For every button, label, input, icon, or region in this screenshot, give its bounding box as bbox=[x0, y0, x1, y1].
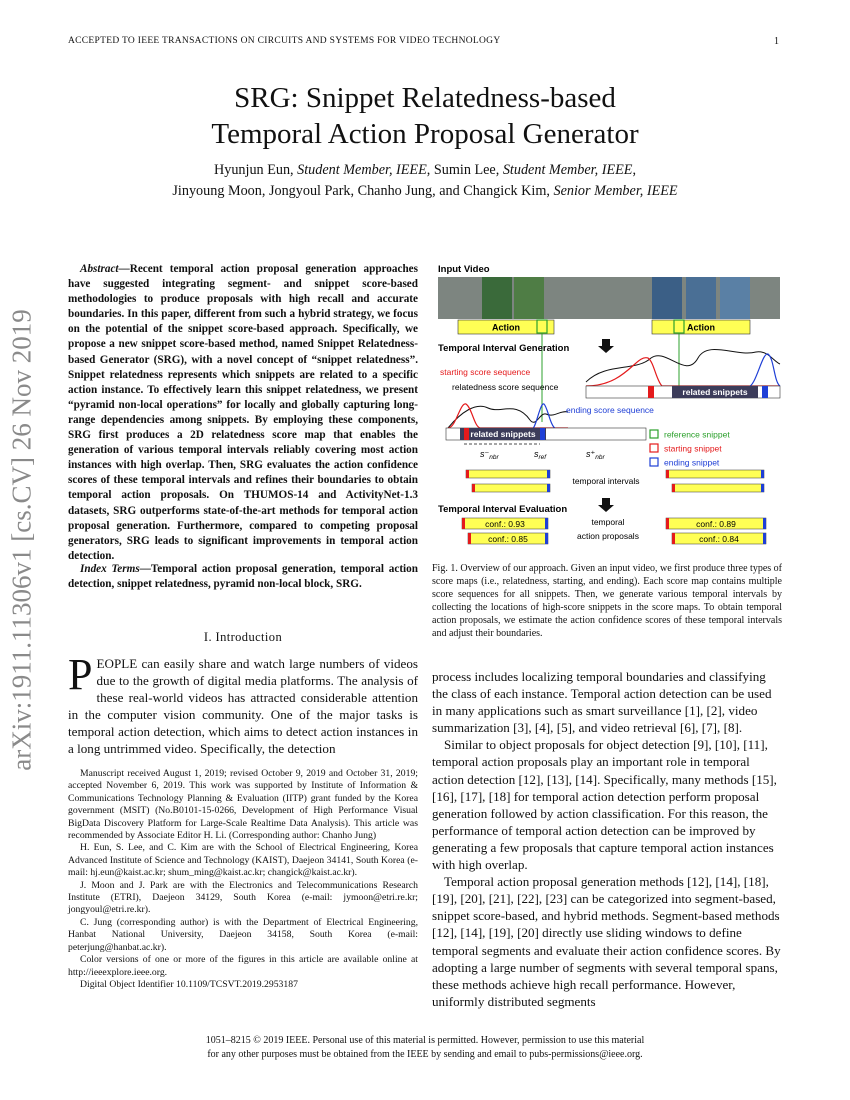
fig-frame bbox=[514, 277, 544, 319]
copyright-notice bbox=[0, 1034, 850, 1062]
intro-text: can easily share and watch large numbers of videos due to the growth of digital media platforms. The analysis of these real-world videos has attracted considerable attention in the computer vision community. One of the major tasks is temporal action detection, which aims to detect action instances in a long untrimmed video. Specifically, the detection bbox=[68, 656, 418, 757]
fig-action-label-1: Action bbox=[492, 322, 520, 333]
fig-input-video-label: Input Video bbox=[438, 264, 490, 275]
fig-temporal-label: temporal bbox=[591, 517, 625, 527]
right-column-text bbox=[432, 668, 782, 1010]
fig-frame bbox=[686, 277, 716, 319]
footnote: Manuscript received August 1, 2019; revised October 9, 2019 and October 31, 2019; accepted November 6, 2019. This work was supported by Institute of Information & Communications Technology Planning & Evaluation (IITP) grant funded by the Korea government (MSIT) (No.B0101-15-0266, Development of High Performance Visual BigData Discovery Platform for Large-Scale Realtime Data Analysis). This article was recommended by Associate Editor H. Li. (Corresponding author: Chanho Jung) bbox=[68, 768, 418, 842]
fig-interval bbox=[466, 470, 550, 478]
fig-arrow-down-icon bbox=[598, 498, 614, 512]
section-heading: I. Introduction bbox=[203, 630, 283, 644]
fig-starting-curve-right bbox=[586, 358, 780, 386]
fig-conf-label: conf.: 0.93 bbox=[485, 519, 525, 529]
fig-legend-ref-swatch bbox=[650, 430, 658, 438]
fig-end-mark-right bbox=[762, 386, 768, 398]
page-number: 1 bbox=[774, 36, 779, 47]
title-line-1: SRG: Snippet Relatedness-based bbox=[234, 82, 616, 114]
drop-cap: P bbox=[68, 650, 93, 699]
fig-proposal-start bbox=[468, 533, 471, 544]
index-terms bbox=[68, 562, 418, 592]
figure-1 bbox=[436, 262, 782, 552]
index-terms-label: Index Terms bbox=[80, 563, 140, 575]
fig-interval-start bbox=[466, 470, 469, 478]
fig-start-mark-right bbox=[648, 386, 654, 398]
running-header: ACCEPTED TO IEEE TRANSACTIONS ON CIRCUITS AND SYSTEMS FOR VIDEO TECHNOLOGY bbox=[68, 36, 501, 46]
fig-frame bbox=[482, 277, 512, 319]
fig-interval bbox=[666, 470, 764, 478]
fig-legend-start-swatch bbox=[650, 444, 658, 452]
arxiv-stamp-text: arXiv:1911.11306v1 [cs.CV] 26 Nov 2019 bbox=[6, 309, 37, 771]
author-sep: , bbox=[632, 162, 636, 178]
paragraph: process includes localizing temporal boundaries and classifying the class of each instance. Temporal action detection can be used in many applications such as smart surveillance [1], [2], video summarization [3], [4], [5], and video retrieval [6], [7], [8]. bbox=[432, 669, 772, 736]
fig-ending-curve-right bbox=[586, 354, 780, 387]
intro-lead: EOPLE bbox=[96, 656, 138, 671]
figure-caption: Fig. 1. Overview of our approach. Given an input video, we first produce three types of score maps (i.e., relatedness, starting, and ending). Each score map contains multiple score sequences for all snippets. Then, we generate various temporal intervals by collecting the locations of high-score snippets in the score maps. To obtain temporal action proposals, we estimate the action confidence scores of these temporal intervals and adjust their boundaries. bbox=[432, 563, 782, 639]
fig-s-nbr-minus: $s^-_{nbr}$ bbox=[480, 449, 499, 461]
fig-start-mark-left bbox=[464, 428, 469, 440]
fig-frame bbox=[720, 277, 750, 319]
fig-action-proposals-label: action proposals bbox=[577, 531, 639, 541]
author-list bbox=[0, 160, 850, 202]
arxiv-stamp bbox=[2, 290, 42, 790]
abstract bbox=[68, 262, 418, 564]
fig-legend-start-label: starting snippet bbox=[664, 443, 722, 454]
fig-interval bbox=[672, 484, 764, 492]
fig-starting-seq-label: starting score sequence bbox=[440, 367, 531, 377]
fig-interval-start bbox=[472, 484, 475, 492]
fig-proposal-end bbox=[763, 533, 766, 544]
fig-relatedness-curve-right bbox=[586, 350, 780, 382]
copyright-line-2: for any other purposes must be obtained from the IEEE by sending and email to pubs-permissions@ieee.org. bbox=[207, 1049, 643, 1060]
fig-related-snippets-label-left: related snippets bbox=[470, 429, 536, 439]
fig-ending-curve-left bbox=[448, 404, 568, 429]
author-line-2 bbox=[0, 181, 850, 202]
fig-relatedness-curve-left bbox=[448, 406, 568, 428]
title-line-2: Temporal Action Proposal Generator bbox=[211, 118, 639, 150]
fig-interval-end bbox=[547, 484, 550, 492]
paper-title bbox=[0, 80, 850, 152]
fig-interval-end bbox=[761, 484, 764, 492]
author-name: , Sumin Lee, bbox=[426, 162, 500, 178]
paragraph: Similar to object proposals for object detection [9], [10], [11], temporal action proposals play an important role in temporal action detection [12], [13], [14]. Specifically, many methods [15], [16], [17], [18] for temporal action detection perform proposal generation followed by action classification. For this reason, the performance of temporal action detection can be improved by generating a few proposals that capture temporal action instances with high overlap. bbox=[432, 737, 777, 873]
fig-conf-label: conf.: 0.84 bbox=[699, 534, 739, 544]
fig-interval-end bbox=[761, 470, 764, 478]
fig-proposal-end bbox=[763, 518, 766, 529]
intro-paragraph bbox=[68, 650, 418, 758]
footnote: H. Eun, S. Lee, and C. Kim are with the School of Electrical Engineering, Korea Advanced Institute of Science and Technology (KAIST), Daejeon 34141, South Korea (e-mail: hj.eun@kaist.ac.kr; shum_ming@kaist.ac.kr; changick@kaist.ac.kr). bbox=[68, 842, 418, 879]
fig-tig-label: Temporal Interval Generation bbox=[438, 343, 570, 354]
author-line-1 bbox=[0, 160, 850, 181]
fig-end-mark-left bbox=[540, 428, 545, 440]
author-name: Jinyoung Moon, Jongyoul Park, Chanho Jung, and Changick Kim, bbox=[172, 183, 550, 199]
fig-interval bbox=[472, 484, 550, 492]
fig-legend-end-label: ending snippet bbox=[664, 457, 720, 468]
author-role: Student Member, IEEE bbox=[297, 162, 427, 178]
copyright-line-1: 1051–8215 © 2019 IEEE. Personal use of this material is permitted. However, permission to use this material bbox=[205, 1035, 645, 1046]
fig-temporal-intervals-label: temporal intervals bbox=[572, 476, 640, 486]
fig-proposal-start bbox=[462, 518, 465, 529]
fig-arrow-down-icon bbox=[598, 339, 614, 353]
fig-interval-start bbox=[666, 470, 669, 478]
fig-related-snippets-label-right: related snippets bbox=[682, 387, 748, 397]
fig-proposal-end bbox=[545, 518, 548, 529]
footnote: Digital Object Identifier 10.1109/TCSVT.2019.2953187 bbox=[80, 978, 298, 990]
fig-tie-label: Temporal Interval Evaluation bbox=[438, 504, 568, 515]
fig-interval-start bbox=[672, 484, 675, 492]
footnote: Color versions of one or more of the figures in this article are available online at http://ieeexplore.ieee.org. bbox=[68, 954, 418, 978]
fig-frame bbox=[652, 277, 682, 319]
fig-legend-ref-label: reference snippet bbox=[664, 429, 730, 440]
fig-conf-label: conf.: 0.89 bbox=[696, 519, 736, 529]
fig-starting-curve-left bbox=[448, 404, 568, 428]
index-terms-text: —Temporal action proposal generation, temporal action detection, snippet relatedness, pyramid non-local block, SRG. bbox=[68, 563, 418, 591]
fig-relatedness-seq-label: relatedness score sequence bbox=[452, 382, 559, 392]
author-name: Hyunjun Eun, bbox=[213, 162, 294, 178]
author-role: Senior Member, IEEE bbox=[553, 183, 678, 199]
fig-proposal-start bbox=[666, 518, 669, 529]
footnote: J. Moon and J. Park are with the Electronics and Telecommunications Research Institute (ETRI), Daejeon 34129, South Korea (e-mail: jymoon@etri.re.kr; jongyoul@etri.re.kr). bbox=[68, 879, 418, 916]
fig-s-nbr-plus: $s^+_{nbr}$ bbox=[586, 449, 605, 461]
fig-legend-end-swatch bbox=[650, 458, 658, 466]
footnotes bbox=[68, 768, 418, 991]
abstract-label: Abstract bbox=[80, 263, 119, 275]
paragraph: Temporal action proposal generation methods [12], [14], [18], [19], [20], [21], [22], [23] can be categorized into segment-based, snippet score-based, and hybrid methods. Segment-based methods [12], [14], [19], [20] directly use sliding windows to define temporal segments and evaluate their action confidence scores. By adopting a large number of segments with several temporal spans, these methods achieve high recall performance. However, uniformly distributed segments bbox=[432, 874, 781, 1009]
fig-s-ref: $s_{ref}$ bbox=[534, 449, 547, 461]
fig-proposal-end bbox=[545, 533, 548, 544]
fig-conf-label: conf.: 0.85 bbox=[488, 534, 528, 544]
fig-ending-seq-label: ending score sequence bbox=[566, 405, 654, 415]
fig-interval-end bbox=[547, 470, 550, 478]
fig-proposal-start bbox=[672, 533, 675, 544]
fig-action-label-2: Action bbox=[687, 322, 715, 333]
footnote: C. Jung (corresponding author) is with the Department of Electrical Engineering, Hanbat National University, Daejeon 34158, South Korea (e-mail: peterjung@hanbat.ac.kr). bbox=[68, 916, 418, 953]
abstract-text: —Recent temporal action proposal generation approaches have suggested integrating segment- and snippet score-based methodologies to produce proposals with high recall and accurate boundaries. In this paper, different from such a hybrid strategy, we focus on the potential of the snippet score-based approach. Specifically, we propose a new snippet score-based method, named Snippet Relatedness-based Generator (SRG), with a novel concept of “snippet relatedness”. Snippet relatedness represents which snippets are related to a specific action instance. To effectively learn this snippet relatedness, we present “pyramid non-local operations” for locally and globally capturing long-range dependencies among snippets. By employing these components, SRG first produces a 2D relatedness score map that enables the generation of various temporal intervals reliably covering most action instances with high overlap. Then, SRG evaluates the action confidence scores of these temporal intervals and refines their boundaries to obtain temporal action proposals. On THUMOS-14 and ActivityNet-1.3 datasets, SRG outperforms state-of-the-art methods for temporal action proposal generation. Furthermore, compared to competing proposal generators, SRG leads to significant improvements in temporal action detection. bbox=[68, 263, 418, 562]
author-role: Student Member, IEEE bbox=[502, 162, 633, 178]
